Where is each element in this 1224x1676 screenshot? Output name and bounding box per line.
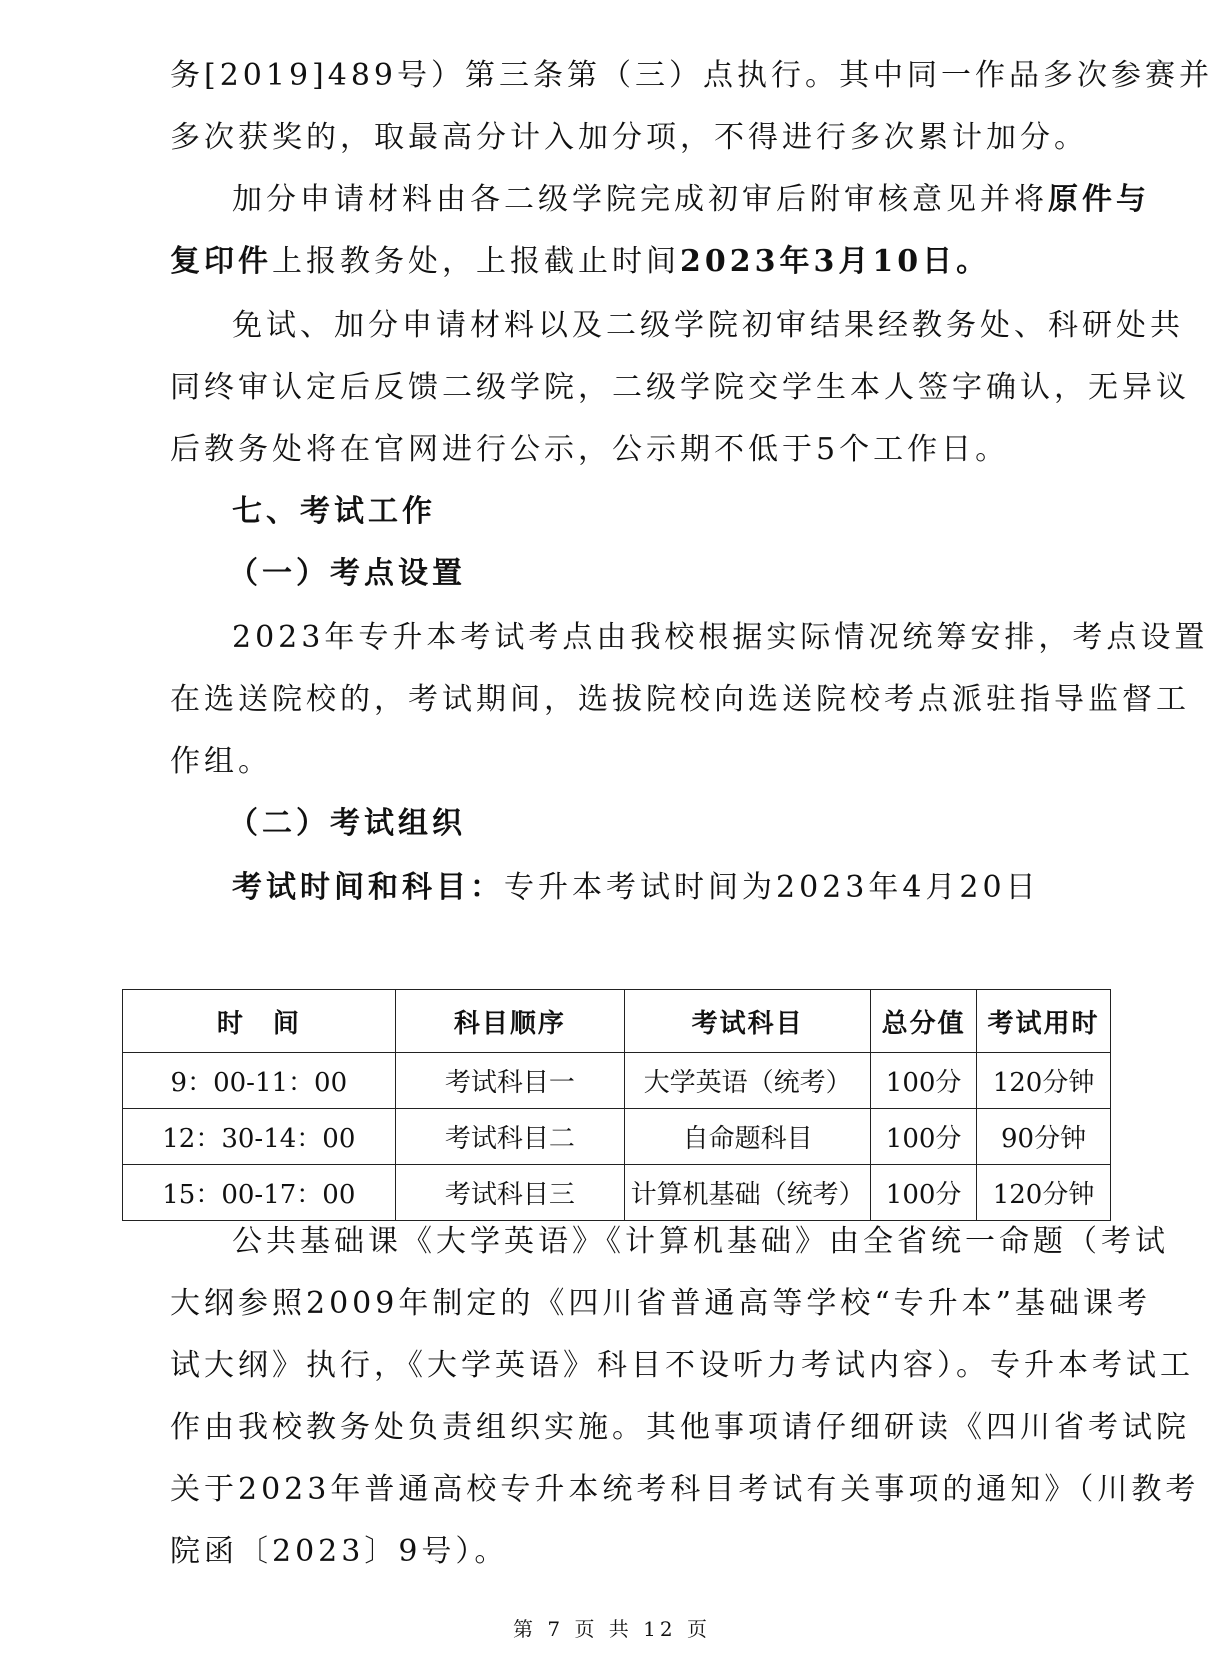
paragraph-line: 2023年专升本考试考点由我校根据实际情况统筹安排，考点设置 (232, 620, 1209, 655)
paragraph-bold-text: 考试时间和科目： (232, 870, 504, 905)
paragraph-line: 多次获奖的，取最高分计入加分项，不得进行多次累计加分。 (170, 120, 1088, 155)
paragraph-text: 加分申请材料由各二级学院完成初审后附审核意见并将 (232, 182, 1048, 217)
deadline-date: 2023年3月10日。 (680, 244, 991, 279)
table-cell-duration: 120分钟 (977, 1053, 1111, 1109)
table-header-cell: 科目顺序 (395, 990, 625, 1053)
table-cell-order: 考试科目二 (395, 1109, 625, 1165)
table-cell-subject: 大学英语（统考） (625, 1053, 871, 1109)
paragraph-line: 关于2023年普通高校专升本统考科目考试有关事项的通知》（川教考 (170, 1472, 1200, 1507)
table-cell-subject: 自命题科目 (625, 1109, 871, 1165)
table-header-row (123, 990, 1111, 1053)
paragraph-line: 大纲参照2009年制定的《四川省普通高等学校“专升本”基础课考 (170, 1286, 1152, 1321)
table-cell-score: 100分 (871, 1053, 977, 1109)
paragraph-line: 同终审认定后反馈二级学院，二级学院交学生本人签字确认，无异议 (170, 370, 1190, 405)
paragraph-line: 在选送院校的，考试期间，选拔院校向选送院校考点派驻指导监督工 (170, 682, 1190, 717)
table-cell-order: 考试科目一 (395, 1053, 625, 1109)
paragraph-text: 上报教务处，上报截止时间 (272, 244, 680, 279)
page-number-footer: 第 7 页 共 12 页 (513, 1617, 711, 1641)
table-header-cell: 时 间 (123, 990, 396, 1053)
paragraph-line: 作组。 (170, 744, 272, 779)
paragraph-line (232, 868, 1132, 908)
table-cell-duration: 120分钟 (977, 1165, 1111, 1221)
table-row (123, 1109, 1111, 1165)
table-row (123, 1165, 1111, 1221)
paragraph-line: 作由我校教务处负责组织实施。其他事项请仔细研读《四川省考试院 (170, 1410, 1190, 1445)
paragraph-line (232, 180, 1150, 220)
table-cell-time: 15：00-17：00 (123, 1165, 396, 1221)
subsection-heading: （一）考点设置 (228, 556, 466, 591)
table-cell-duration: 90分钟 (977, 1109, 1111, 1165)
table-header-cell: 考试科目 (625, 990, 871, 1053)
paragraph-bold-text: 复印件 (170, 244, 272, 279)
section-heading: 七、考试工作 (232, 494, 436, 529)
paragraph-line: 后教务处将在官网进行公示，公示期不低于5个工作日。 (170, 432, 1010, 467)
paragraph-line: 免试、加分申请材料以及二级学院初审结果经教务处、科研处共 (232, 308, 1184, 343)
paragraph-line: 院函〔2023〕9号）。 (170, 1534, 509, 1569)
table-cell-subject: 计算机基础（统考） (625, 1165, 871, 1221)
exam-schedule-table (122, 989, 1111, 1221)
paragraph-line: 公共基础课《大学英语》《计算机基础》由全省统一命题（考试 (232, 1224, 1169, 1259)
paragraph-line: 试大纲》执行，《大学英语》科目不设听力考试内容）。专升本考试工 (170, 1348, 1194, 1383)
table-cell-score: 100分 (871, 1165, 977, 1221)
table-cell-score: 100分 (871, 1109, 977, 1165)
paragraph-line: 务[2019]489号）第三条第（三）点执行。其中同一作品多次参赛并 (170, 58, 1214, 93)
table-cell-time: 9：00-11：00 (123, 1053, 396, 1109)
table-cell-order: 考试科目三 (395, 1165, 625, 1221)
subsection-heading: （二）考试组织 (228, 806, 466, 841)
table-cell-time: 12：30-14：00 (123, 1109, 396, 1165)
table-header-cell: 总分值 (871, 990, 977, 1053)
paragraph-bold-text: 原件与 (1048, 182, 1150, 217)
exam-date-text: 专升本考试时间为2023年4月20日 (504, 870, 1040, 905)
table-header-cell: 考试用时 (977, 990, 1111, 1053)
table-row (123, 1053, 1111, 1109)
paragraph-line (170, 242, 1070, 282)
